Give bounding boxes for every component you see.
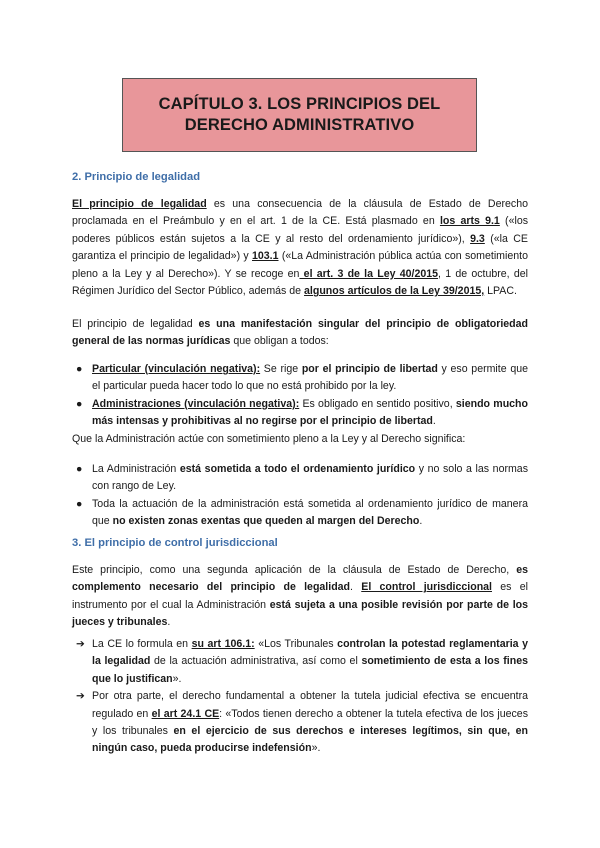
section-3-heading: 3. El principio de control jurisdiccional bbox=[72, 537, 278, 549]
chapter-title: CAPÍTULO 3. LOS PRINCIPIOS DEL DERECHO ADMINISTRATIVO bbox=[158, 95, 441, 134]
section-2-paragraph-3: Que la Administración actúe con sometimiento pleno a la Ley y al Derecho significa: bbox=[72, 433, 466, 445]
chapter-title-box bbox=[122, 78, 477, 152]
list-item: ➔ La CE lo formula en su art 106.1: «Los Tribunales controlan la potestad reglamentaria y la legalidad de la actuación administrativa, así como el sometimiento de esta a los fines que lo justifican». bbox=[76, 638, 528, 685]
section-2-heading: 2. Principio de legalidad bbox=[72, 171, 201, 183]
list-item: ➔ Por otra parte, el derecho fundamental a obtener la tutela judicial efectiva se encuentra regulado en el art 24.1 CE: «Todos tienen derecho a obtener la tutela efectiva de los jueces y los tribunales en el ejercicio de sus derechos e intereses legítimos, sin que, en ningún caso, pueda producirse indefensión». bbox=[76, 690, 529, 755]
list-item: ● Administraciones (vinculación negativa): Es obligado en sentido positivo, siendo mucho más intensas y prohibitivas al no regirse por el principio de libertad. bbox=[76, 397, 528, 428]
section-3-paragraph-1: Este principio, como una segunda aplicación de la cláusula de Estado de Derecho, es complemento necesario del principio de legalidad. El control jurisdiccional es el instrumento por el cual la Administración está sujeta a una posible revisión por parte de los jueces y tribunales. bbox=[72, 564, 528, 629]
sometimiento-list bbox=[72, 461, 528, 531]
list-item: ● La Administración está sometida a todo el ordenamiento jurídico y no solo a las normas con rango de Ley. bbox=[76, 463, 528, 493]
vinculacion-list bbox=[72, 361, 528, 431]
control-jurisdiccional-list bbox=[72, 636, 528, 758]
list-item: ● Toda la actuación de la administración está sometida al ordenamiento jurídico de manera que no existen zonas exentas que queden al margen del Derecho. bbox=[76, 497, 528, 528]
list-item: ● Particular (vinculación negativa): Se rige por el principio de libertad y eso permite que el particular pueda hacer todo lo que no está prohibido por la ley. bbox=[76, 363, 528, 393]
section-2-paragraph-2: El principio de legalidad es una manifestación singular del principio de obligatoriedad general de las normas jurídicas que obligan a todos: bbox=[72, 318, 529, 348]
section-2-paragraph-1: El principio de legalidad es una consecuencia de la cláusula de Estado de Derecho proclamada en el Preámbulo y en el art. 1 de la CE. Está plasmado en los arts 9.1 («los poderes públicos están sujetos a la CE y al resto del ordenamiento jurídico»), 9.3 («la CE garantiza el principio de legalidad») y 103.1 («La Administración pública actúa con sometimiento pleno a la Ley y al Derecho»). Y se recoge en el art. 3 de la Ley 40/2015, 1 de octubre, del Régimen Jurídico del Sector Público, además de algunos artículos de la Ley 39/2015, LPAC. bbox=[72, 198, 529, 298]
